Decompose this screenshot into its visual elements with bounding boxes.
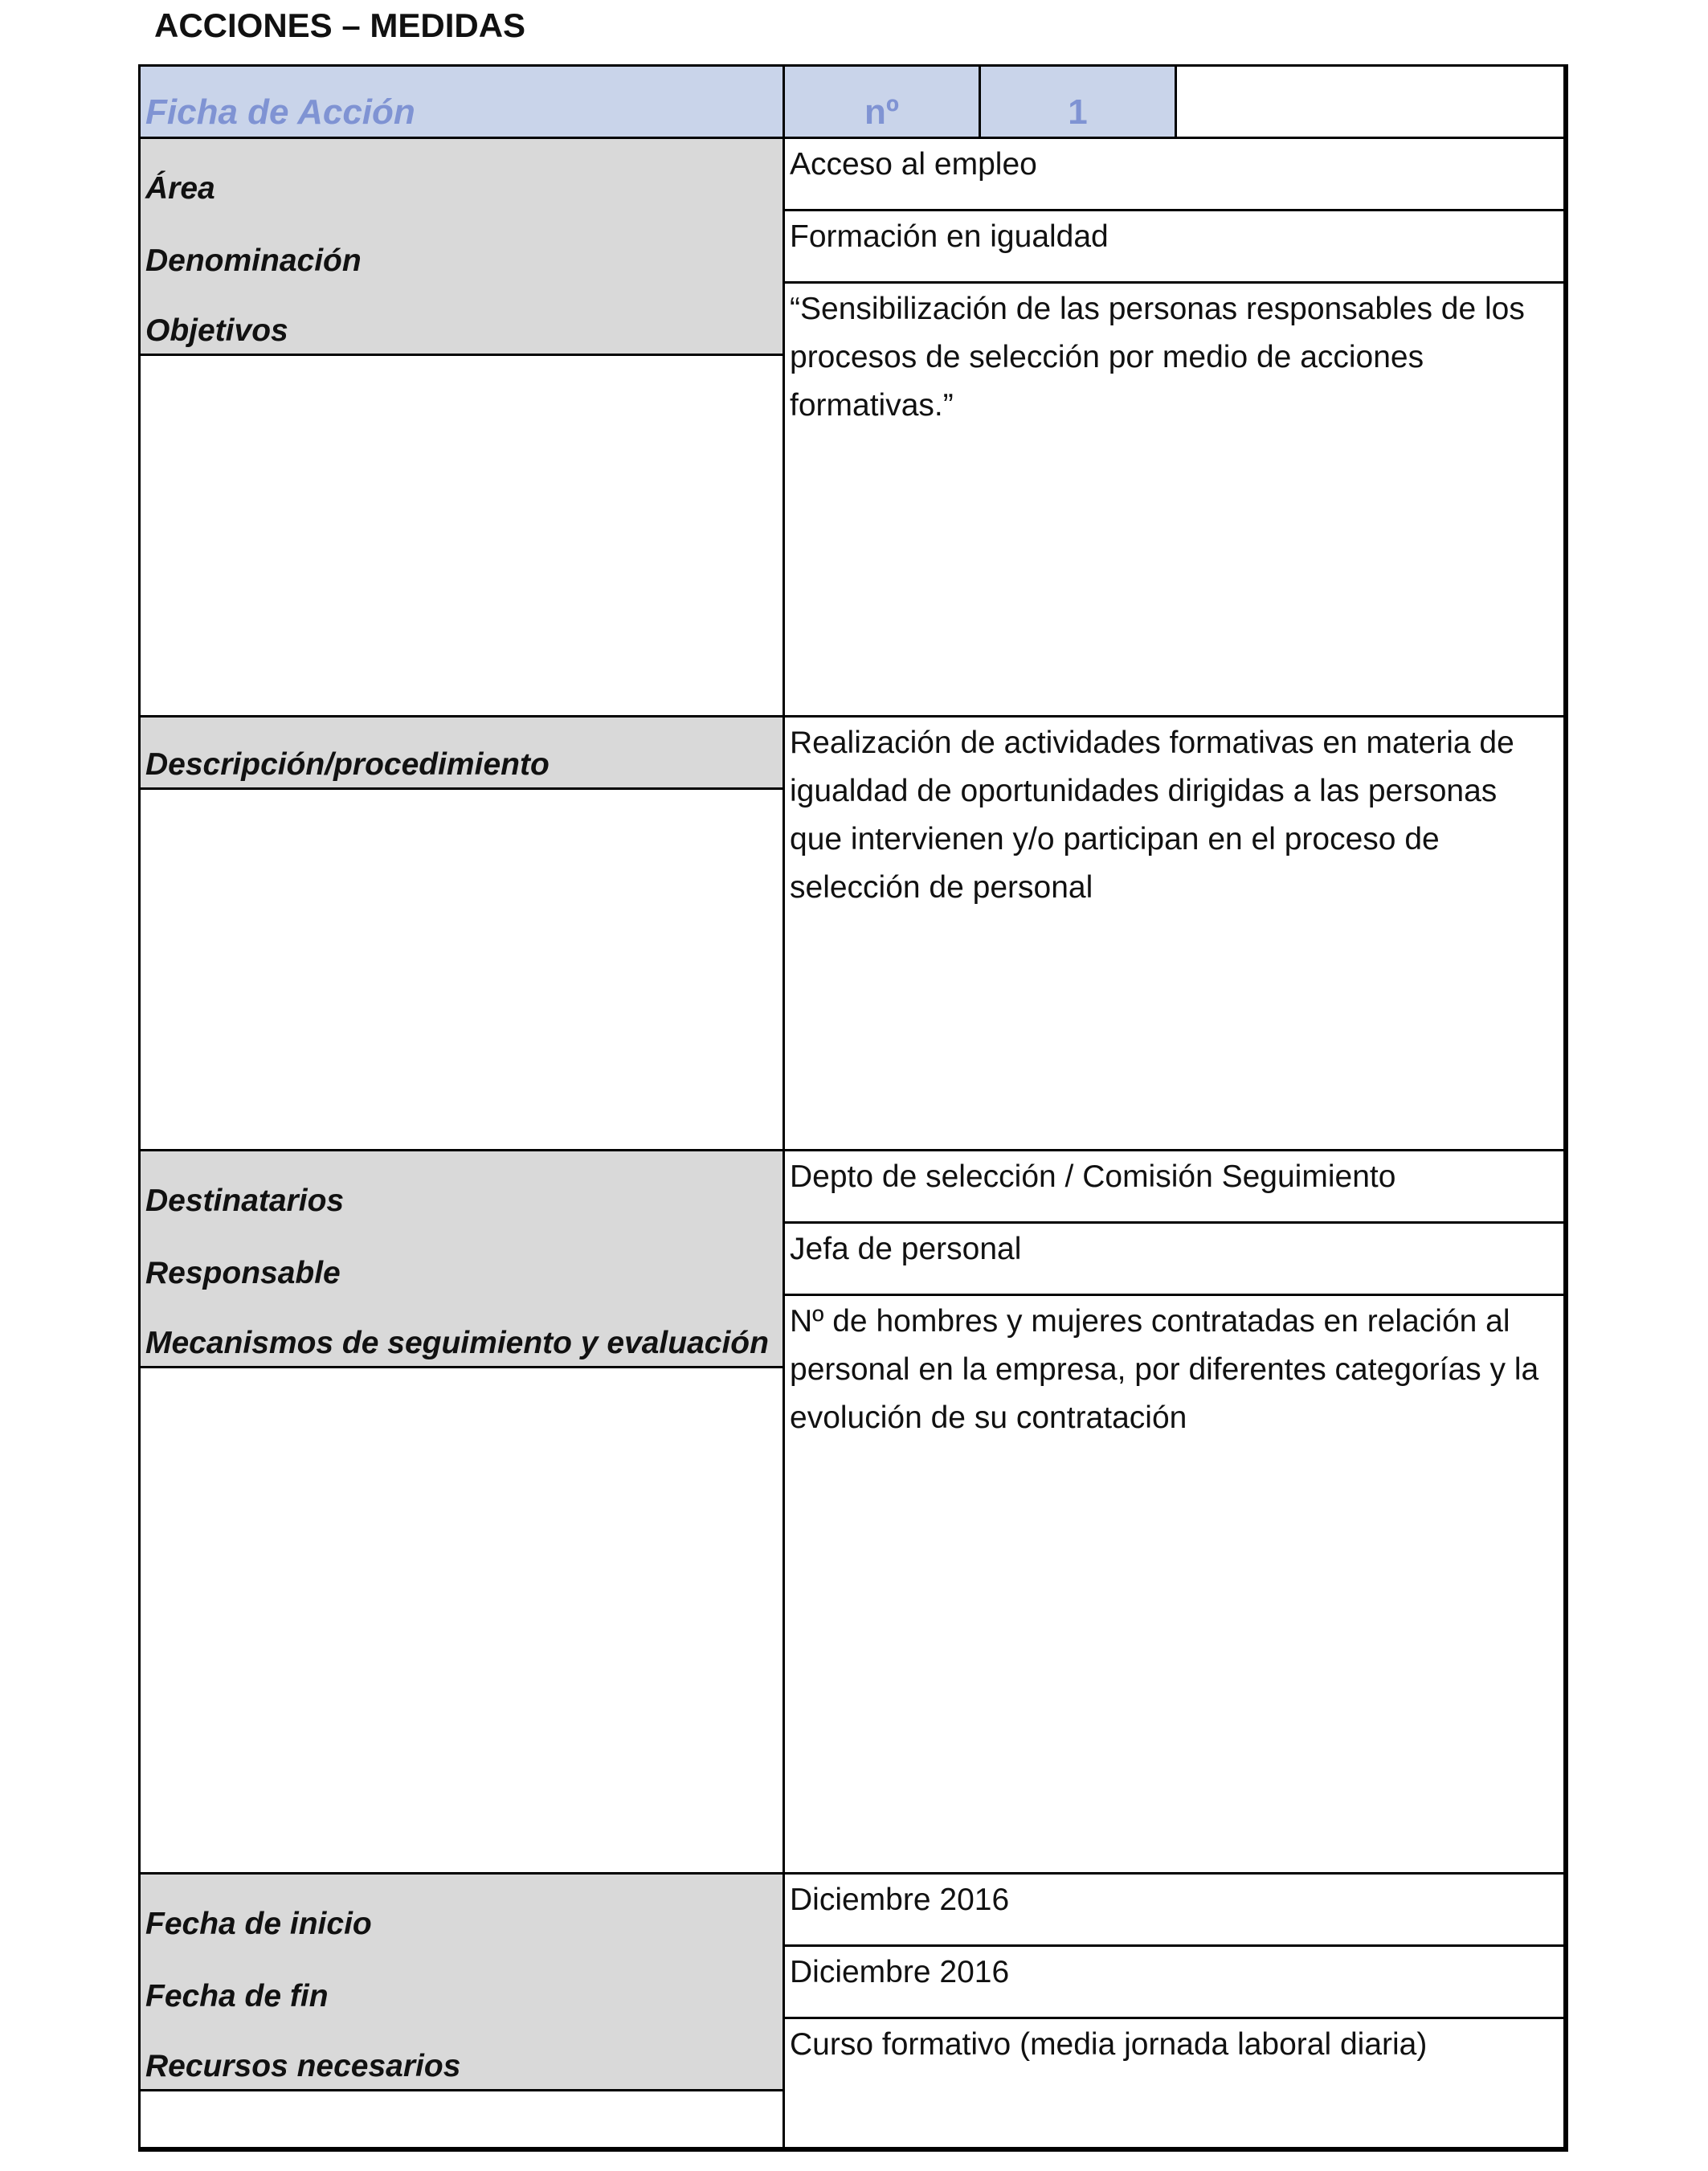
field-label-cell [141,1296,785,1872]
field-label-mecanismos: Mecanismos de seguimiento y evaluación [145,1326,769,1360]
field-value-cell [785,2019,1563,2147]
field-value-recursos: Curso formativo (media jornada laboral diaria) [790,2027,1428,2062]
field-label-band [141,1296,782,1368]
field-value-descripcion: Realización de actividades formativas en materia de igualdad de oportunidades dirigidas a las personas que intervienen y/o participan en el proceso de selección de personal [790,726,1514,905]
header-blank-cell [1177,67,1563,137]
field-label-responsable: Responsable [145,1256,341,1290]
field-value-cell [785,1875,1563,1944]
field-label-descripcion: Descripción/procedimiento [145,747,550,782]
page-title: ACCIONES – MEDIDAS [154,6,526,44]
number-label-cell [785,67,981,137]
field-value-cell [785,1947,1563,2017]
field-value-cell [785,1151,1563,1221]
field-value-cell [785,1296,1563,1872]
field-label-recursos: Recursos necesarios [145,2049,461,2083]
field-value-mecanismos: Nº de hombres y mujeres contratadas en relación al personal en la empresa, por diferentes categorías y la evolución de su contratación [790,1304,1539,1435]
number-value: 1 [1068,92,1088,132]
field-label-cell [141,211,785,281]
header-row [141,67,1563,139]
field-value-objetivos: “Sensibilización de las personas responsables de los procesos de selección por medio de acciones formativas.” [790,292,1525,423]
sheet-title: Ficha de Acción [145,92,415,132]
field-label-fecha-fin: Fecha de fin [145,1979,329,2014]
field-label-band [141,139,782,211]
field-label-destinatarios: Destinatarios [145,1184,345,1218]
field-row-area [141,139,1563,211]
field-value-responsable: Jefa de personal [790,1232,1022,1266]
action-sheet-form [138,64,1568,2152]
field-value-cell [785,1224,1563,1294]
field-label-objetivos: Objetivos [145,313,288,348]
field-label-cell [141,139,785,209]
field-label-cell [141,2019,785,2147]
field-label-cell [141,284,785,715]
field-row-destinatarios [141,1151,1563,1224]
field-label-cell [141,1875,785,1944]
field-label-cell [141,1947,785,2017]
field-value-fecha-fin: Diciembre 2016 [790,1955,1010,1989]
field-label-band [141,718,782,790]
field-value-cell [785,139,1563,209]
field-value-cell [785,718,1563,1149]
field-value-cell [785,211,1563,281]
field-label-band [141,2019,782,2091]
field-label-denominacion: Denominación [145,243,362,278]
field-row-descripcion [141,718,1563,1151]
field-value-area: Acceso al empleo [790,147,1037,182]
field-label-area: Área [145,171,215,206]
field-row-fecha-inicio [141,1875,1563,1947]
header-title-cell [141,67,785,137]
number-label: nº [864,92,899,132]
field-label-band [141,1224,782,1296]
field-row-denominacion [141,211,1563,284]
field-row-responsable [141,1224,1563,1296]
field-row-fecha-fin [141,1947,1563,2019]
field-row-mecanismos [141,1296,1563,1875]
field-value-fecha-inicio: Diciembre 2016 [790,1883,1010,1917]
field-value-destinatarios: Depto de selección / Comisión Seguimiento [790,1159,1396,1194]
field-label-cell [141,1151,785,1221]
number-value-cell [981,67,1177,137]
field-label-band [141,1947,782,2019]
field-row-objetivos [141,284,1563,718]
field-label-band [141,284,782,356]
field-value-denominacion: Formación en igualdad [790,219,1109,254]
field-label-band [141,1151,782,1224]
field-row-recursos [141,2019,1563,2147]
field-label-band [141,1875,782,1947]
field-label-fecha-inicio: Fecha de inicio [145,1907,372,1941]
field-value-cell [785,284,1563,715]
field-label-cell [141,718,785,1149]
field-label-band [141,211,782,284]
field-label-cell [141,1224,785,1294]
